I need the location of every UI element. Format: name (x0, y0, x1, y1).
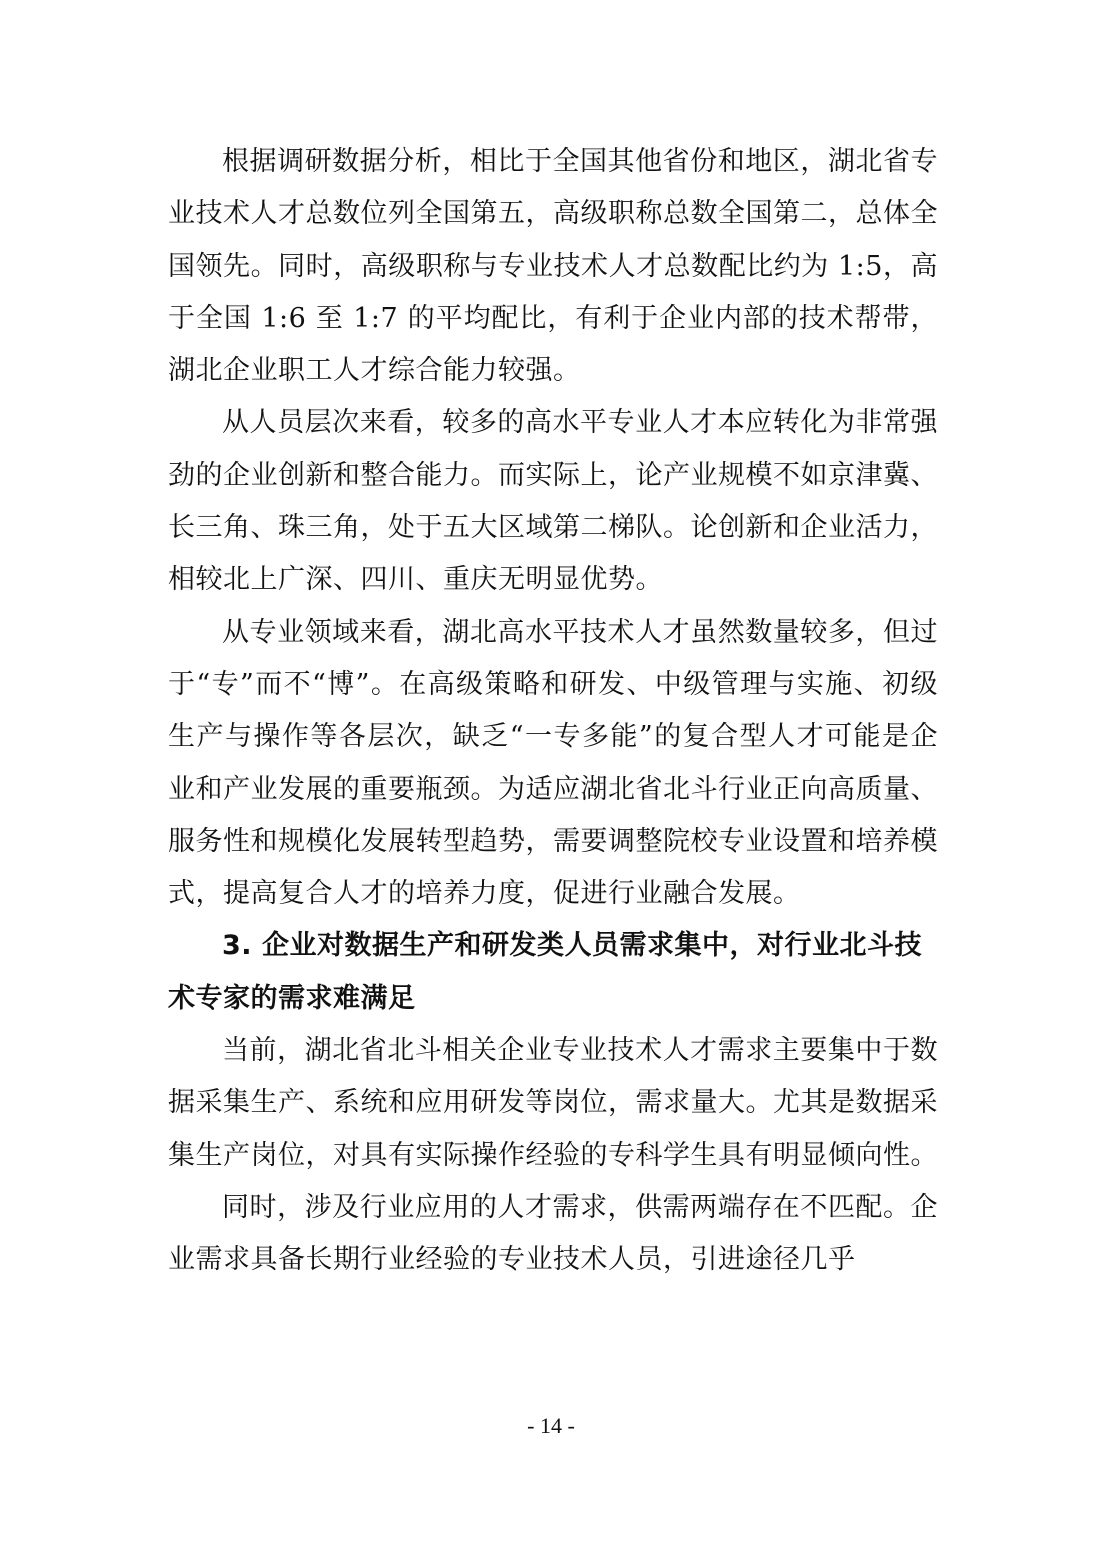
paragraph-talent-ranking: 根据调研数据分析，相比于全国其他省份和地区，湖北省专业技术人才总数位列全国第五，高级职称总数全国第二，总体全国领先。同时，高级职称与专业技术人才总数配比约为 1:5，高于全国 1:6 至 1:7 的平均配比，有利于企业内部的技术帮带，湖北企业职工人才综合能力较强。 (168, 146, 938, 387)
paragraph-professional-field: 从专业领域来看，湖北高水平技术人才虽然数量较多，但过于“专”而不“博”。在高级策略和研发、中级管理与实施、初级生产与操作等各层次，缺乏“一专多能”的复合型人才可能是企业和产业发展的重要瓶颈。为适应湖北省北斗行业正向高质量、服务性和规模化发展转型趋势，需要调整院校专业设置和培养模式，提高复合人才的培养力度，促进行业融合发展。 (168, 616, 938, 910)
body-text (168, 136, 938, 1287)
paragraph-personnel-level: 从人员层次来看，较多的高水平专业人才本应转化为非常强劲的企业创新和整合能力。而实际上，论产业规模不如京津冀、长三角、珠三角，处于五大区域第二梯队。论创新和企业活力，相较北上广深、四川、重庆无明显优势。 (168, 407, 938, 596)
paragraph-current-demand: 当前，湖北省北斗相关企业专业技术人才需求主要集中于数据采集生产、系统和应用研发等岗位，需求量大。尤其是数据采集生产岗位，对具有实际操作经验的专科学生具有明显倾向性。 (168, 1035, 938, 1171)
paragraph-industry-mismatch: 同时，涉及行业应用的人才需求，供需两端存在不匹配。企业需求具备长期行业经验的专业技术人员，引进途径几乎 (168, 1191, 938, 1276)
page-number: - 14 - (527, 1413, 575, 1438)
section-heading: 3. 企业对数据生产和研发类人员需求集中，对行业北斗技术专家的需求难满足 (168, 930, 922, 1014)
